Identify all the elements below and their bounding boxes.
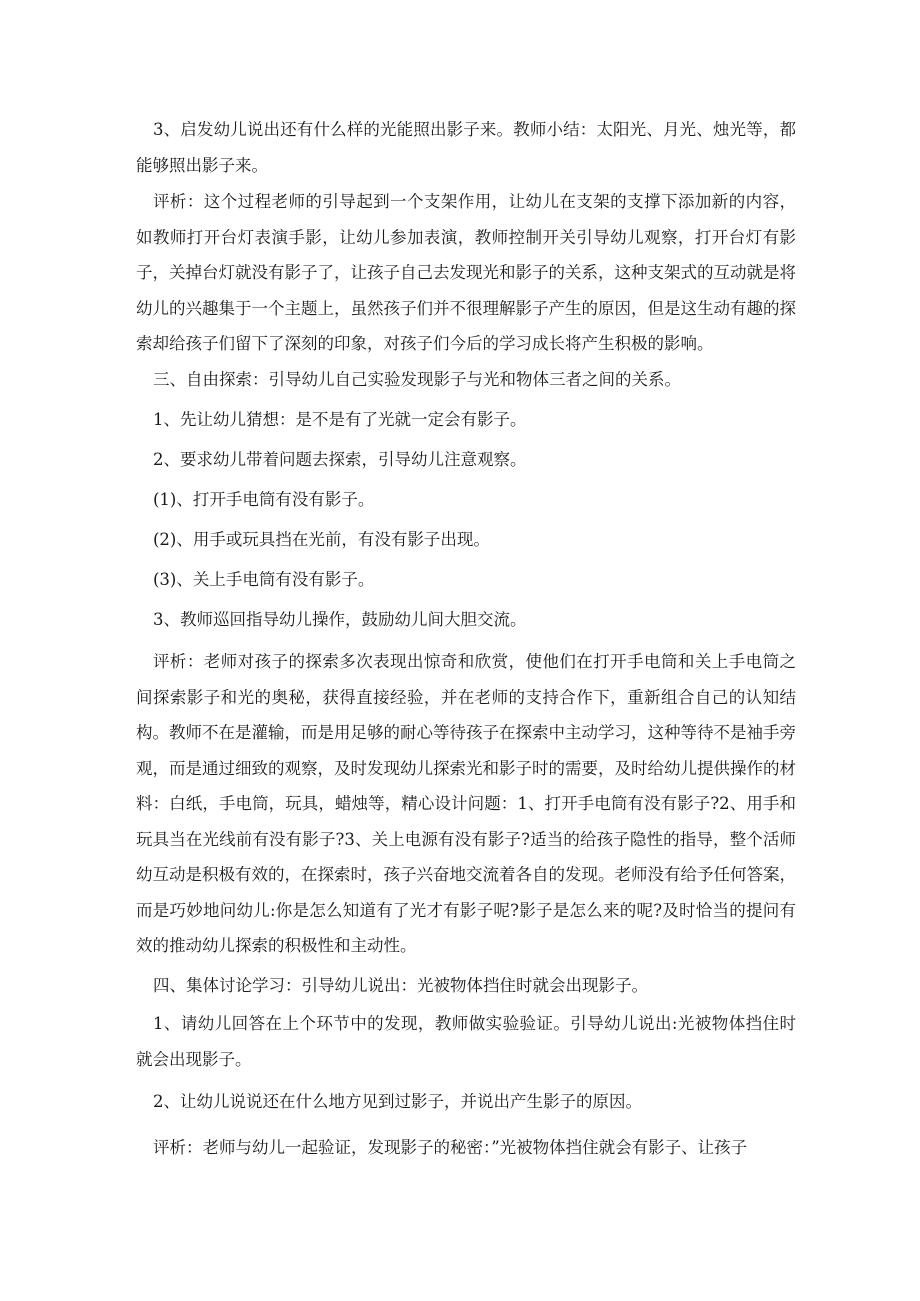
paragraph-sub-2-block-light: (2)、用手或玩具挡在光前，有没有影子出现。	[153, 530, 490, 549]
paragraph-step-3-light-sources: 3、启发幼儿说出还有什么样的光能照出影子来。教师小结：太阳光、月光、烛光等，都能够照出影子来。	[136, 120, 796, 175]
section-heading-group-discussion: 四、集体讨论学习：引导幼儿说出：光被物体挡住时就会出现影子。	[153, 976, 648, 995]
paragraph-step-1-verify: 1、请幼儿回答在上个环节中的发现，教师做实验验证。引导幼儿说出:光被物体挡住时就会出现影子。	[136, 1014, 796, 1069]
paragraph-step-1-guess: 1、先让幼儿猜想：是不是有了光就一定会有影子。	[153, 410, 527, 429]
paragraph-analysis-scaffold: 评析：这个过程老师的引导起到一个支架作用，让幼儿在支架的支撑下添加新的内容，如教师打开台灯表演手影，让幼儿参加表演，教师控制开关引导幼儿观察，打开台灯有影子，关掉台灯就没有影子了，让孩子自己去发现光和影子的关系，这种支架式的互动就是将幼儿的兴趣集于一个主题上，虽然孩子们并不很理解影子产生的原因，但是这生动有趣的探索却给孩子们留下了深刻的印象，对孩子们今后的学习成长将产生积极的影响。	[136, 192, 796, 353]
paragraph-step-2-shadow-places: 2、让幼儿说说还在什么地方见到过影子，并说出产生影子的原因。	[153, 1092, 642, 1111]
section-heading-free-exploration: 三、自由探索：引导幼儿自己实验发现影子与光和物体三者之间的关系。	[153, 370, 681, 389]
paragraph-step-2-explore: 2、要求幼儿带着问题去探索，引导幼儿注意观察。	[153, 450, 527, 469]
paragraph-sub-3-flashlight-off: (3)、关上手电筒有没有影子。	[153, 570, 375, 589]
paragraph-analysis-verify: 评析：老师与幼儿一起验证，发现影子的秘密：”光被物体挡住就会有影子、让孩子	[153, 1138, 748, 1157]
paragraph-sub-1-flashlight-on: (1)、打开手电筒有没有影子。	[153, 490, 375, 509]
paragraph-step-3-teacher-guidance: 3、教师巡回指导幼儿操作，鼓励幼儿间大胆交流。	[153, 610, 527, 629]
paragraph-analysis-exploration: 评析：老师对孩子的探索多次表现出惊奇和欣赏，使他们在打开手电筒和关上手电筒之间探索影子和光的奥秘，获得直接经验，并在老师的支持合作下，重新组合自己的认知结构。教师不在是灌输，而是用足够的耐心等待孩子在探索中主动学习，这种等待不是袖手旁观，而是通过细致的观察，及时发现幼儿探索光和影子时的需要，及时给幼儿提供操作的材料：白纸，手电筒，玩具，蜡烛等，精心设计问题：1、打开手电筒有没有影子?2、用手和玩具当在光线前有没有影子?3、关上电源有没有影子?适当的给孩子隐性的指导，整个活师幼互动是积极有效的，在探索时，孩子兴奋地交流着各自的发现。老师没有给予任何答案，而是巧妙地问幼儿:你是怎么知道有了光才有影子呢?影子是怎么来的呢?及时恰当的提问有效的推动幼儿探索的积极性和主动性。	[136, 652, 796, 955]
